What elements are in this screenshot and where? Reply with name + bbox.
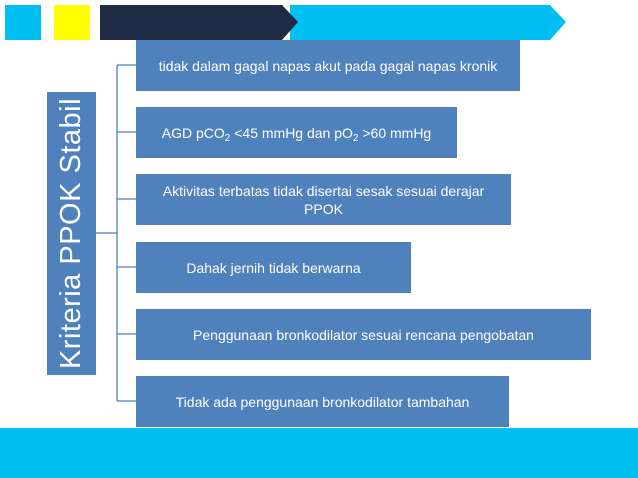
criteria-text-6: Tidak ada penggunaan bronkodilator tambahan — [175, 393, 470, 410]
footer-bar — [0, 428, 638, 478]
criteria-text-2: AGD pCO$_2$ <45 mmHg dan $pO_2 >60$ mmHg — [161, 124, 432, 144]
criteria-box-5 — [136, 309, 591, 360]
criteria-text-3: Aktivitas terbatas tidak disertai sesak sesuai derajar PPOK — [162, 182, 485, 217]
criteria-box-6 — [136, 376, 509, 427]
criteria-text-5: Penggunaan bronkodilator sesuai rencana pengobatan — [193, 326, 534, 343]
criteria-box-1 — [136, 40, 520, 91]
criteria-box-3 — [136, 174, 511, 225]
criteria-box-4 — [136, 242, 411, 293]
diagram-root-box — [47, 92, 96, 375]
diagram-root-title: Kriteria PPOK Stabil — [55, 97, 88, 370]
criteria-text-1: tidak dalam gagal napas akut pada gagal napas kronik — [158, 57, 498, 74]
criteria-text-4: Dahak jernih tidak berwarna — [186, 259, 361, 276]
criteria-box-2 — [136, 107, 457, 158]
